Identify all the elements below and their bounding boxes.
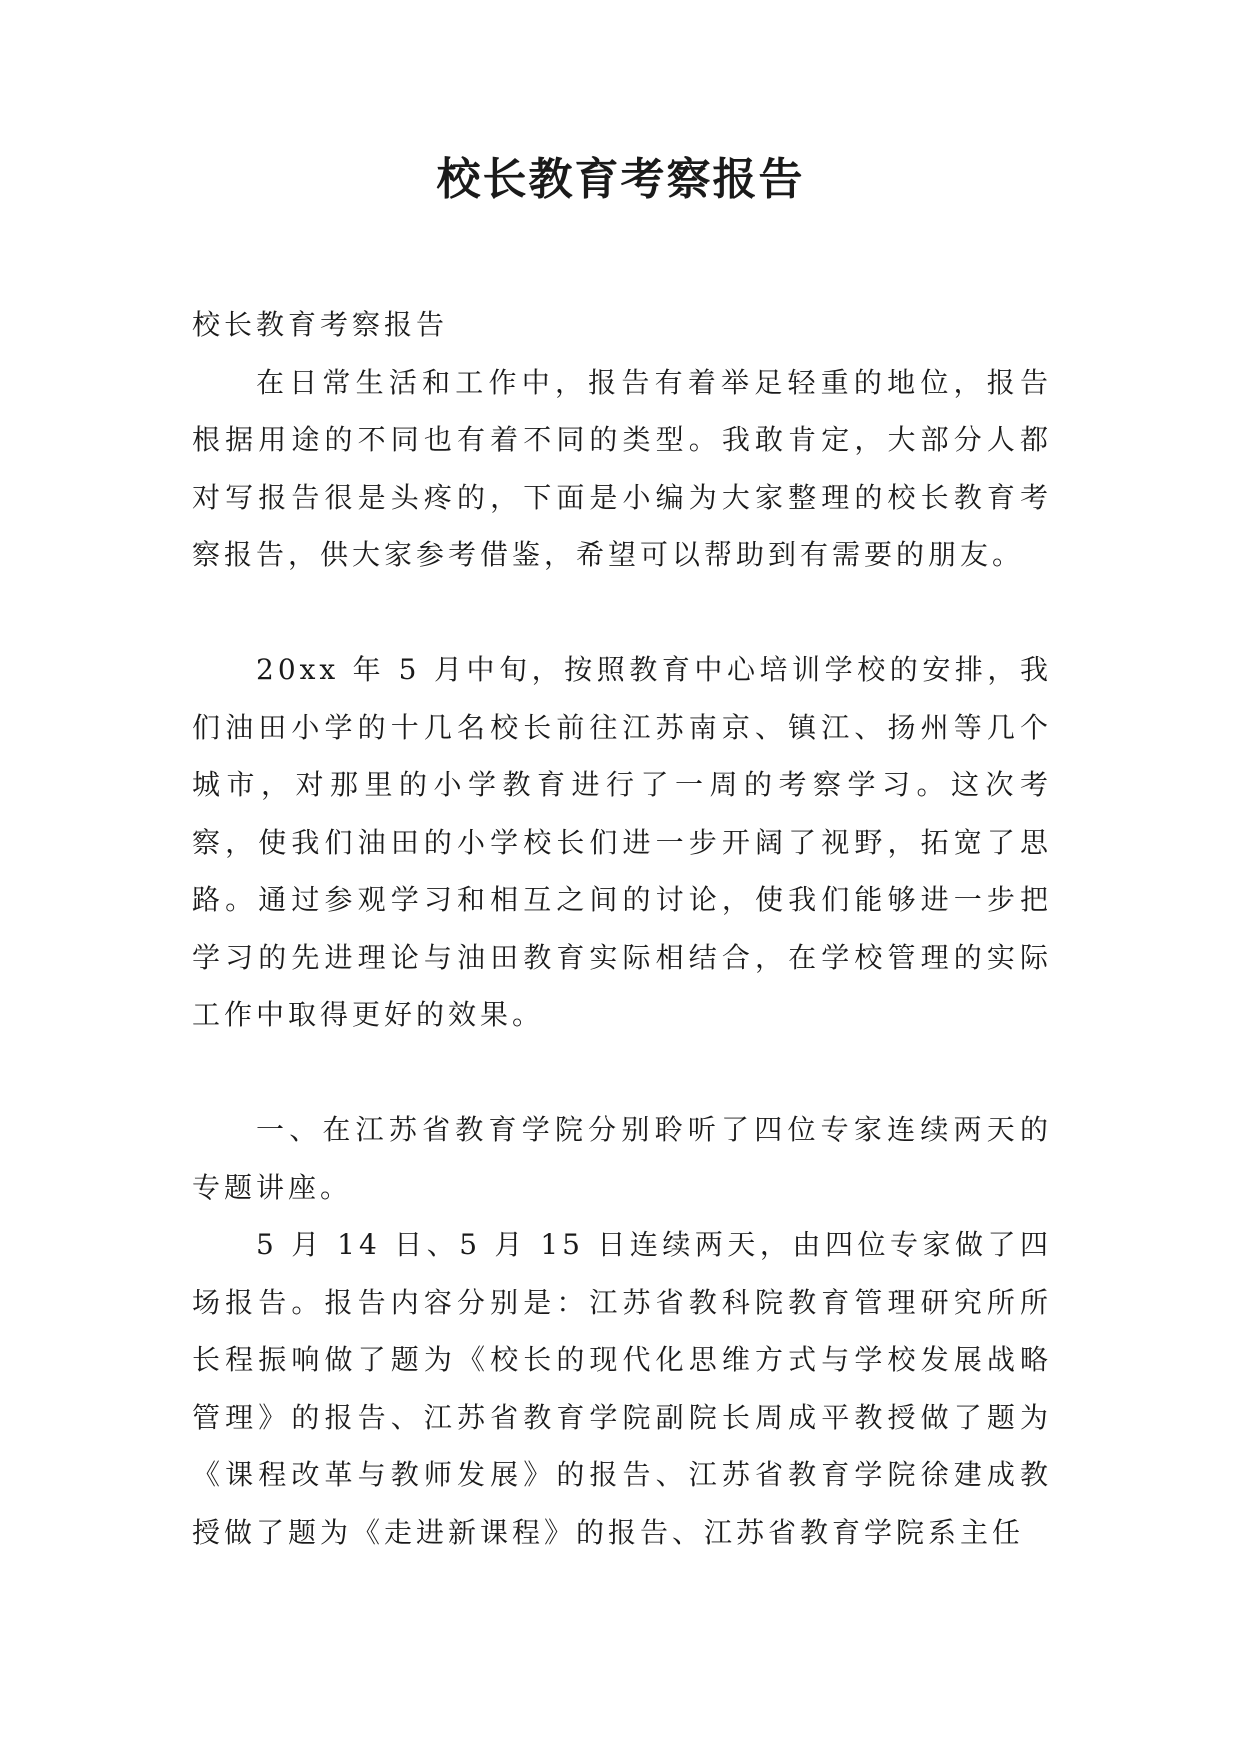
- paragraph-lectures: 5 月 14 日、5 月 15 日连续两天，由四位专家做了四场报告。报告内容分别是：江苏省教科院教育管理研究所所长程振响做了题为《校长的现代化思维方式与学校发展战略管理》的报告、江苏省教育学院副院长周成平教授做了题为《课程改革与教师发展》的报告、江苏省教育学院徐建成教授做了题为《走进新课程》的报告、江苏省教育学院系主任: [192, 1228, 1052, 1549]
- document-subtitle: 校长教育考察报告: [192, 308, 449, 341]
- paragraph-spacer: [192, 1044, 1052, 1102]
- paragraph-spacer: [192, 584, 1052, 642]
- paragraph-background: 20xx 年 5 月中旬，按照教育中心培训学校的安排，我们油田小学的十几名校长前往江苏南京、镇江、扬州等几个城市，对那里的小学教育进行了一周的考察学习。这次考察，使我们油田的小学校长们进一步开阔了视野，拓宽了思路。通过参观学习和相互之间的讨论，使我们能够进一步把学习的先进理论与油田教育实际相结合，在学校管理的实际工作中取得更好的效果。: [192, 653, 1052, 1031]
- paragraph-intro: 在日常生活和工作中，报告有着举足轻重的地位，报告根据用途的不同也有着不同的类型。我敢肯定，大部分人都对写报告很是头疼的，下面是小编为大家整理的校长教育考察报告，供大家参考借鉴，希望可以帮助到有需要的朋友。: [192, 365, 1052, 571]
- document-title: 校长教育考察报告: [436, 154, 805, 205]
- section-heading-one: 一、在江苏省教育学院分别聆听了四位专家连续两天的专题讲座。: [192, 1113, 1052, 1204]
- document-body: [192, 296, 1052, 1561]
